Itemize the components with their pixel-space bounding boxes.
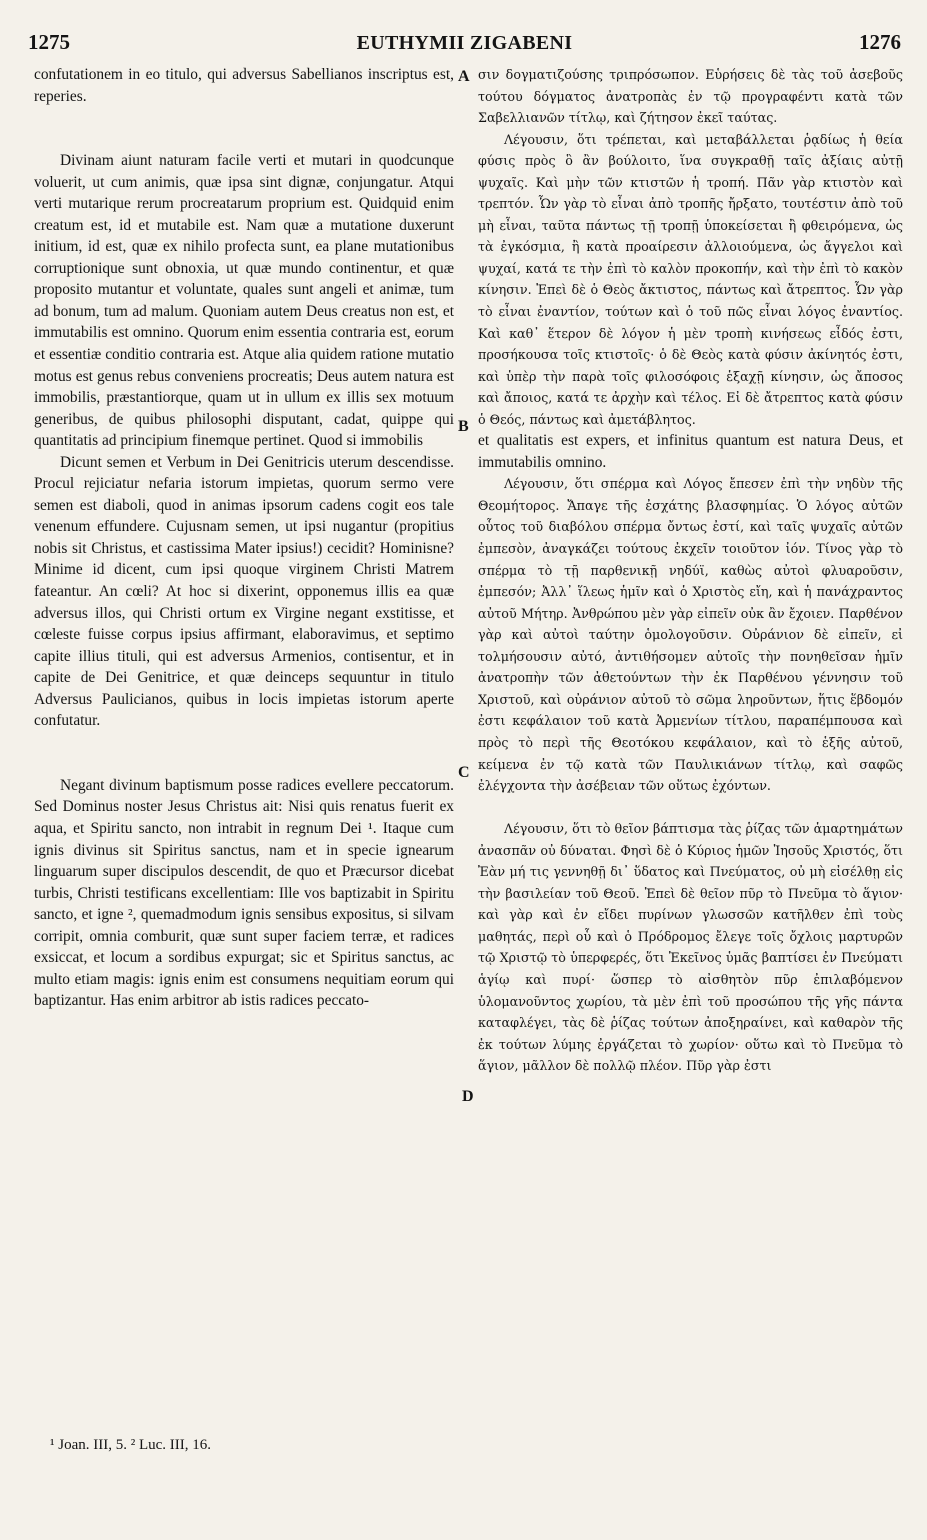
page-number-right: 1276: [859, 30, 901, 54]
latin-paragraph-1: confutationem in eo titulo, qui adversus Sabellianos inscriptus est, reperies.: [34, 66, 454, 105]
running-title: EUTHYMII ZIGABENI: [356, 32, 573, 54]
latin-column: [34, 64, 454, 1424]
greek-column: [478, 64, 903, 1424]
margin-letter-c: C: [458, 764, 470, 781]
margin-letter-b: B: [458, 418, 469, 435]
latin-paragraph-3: Dicunt semen et Verbum in Dei Genitricis uterum descendisse. Procul rejiciatur nefaria istorum impietas, quorum sermo vere semen est diaboli, quod in animas ipsorum cadens cogit eos tale venenum effundere. Cujusnam semen, ut ipsi nugantur (propitius nobis sit Christus, et castissima Mater ipsius!) cecidit? Hominisne? Minime id dicent, cum ipsi quoque virginem Christi Matrem fateantur. An cœli? At hoc si dixerint, opponemus illis ea quæ adversus illos, qui Christi ortum ex Virgine negant exstitisse, et cœleste fuisse corpus ipsius affirmant, elaboravimus, et septimo capite illius tituli, qui est adversus Armenios, contisentur, et in capite de Dei Genitrice, et quæ deinceps sequuntur in titulo Adversus Paulicianos, quibus in locis impietas istorum aperte confutatur.: [34, 453, 454, 730]
page-number-left: 1275: [28, 30, 70, 54]
latin-paragraph-2: Divinam aiunt naturam facile verti et mutari in quodcunque voluerit, ut cum animis, quæ ipsa sint dignæ, conjungatur. Atqui verti mutarique rerum procreatarum proprium est. Quidquid enim creatum est, id et mutabile est. Nam quæ a mutatione duxerunt initium, id est, quæ ex nihilo profecta sunt, ea plane mutationibus corruptionique sunt obnoxia, ut quæ mundo continentur, et quæ proposito mutantur et voluntate, quales sunt angeli et animæ, tum ad bonum, tum ad malum. Quoniam autem Deus creatus non est, et immutabilis est omnino. Quorum enim essentia contraria est, eorum et essentiæ conditio contraria est. Atque alia quidem ratione mutatio motus est genus rebus conveniens procreatis; Deus autem natura est immobilis, præstantiorque, quam ut in ullum ex illis sex motuum generibus, de quibus philosophi disputant, cadat, quippe qui quantitatis ad principium finemque pertinet. Quod si immobilis: [34, 152, 454, 450]
latin-paragraph-2-continued: et qualitatis est expers, et infinitus quantum est natura Deus, et immutabilis omnino.: [478, 432, 903, 471]
greek-paragraph-1: σιν δογματιζούσης τριπρόσωπον. Εὑρήσεις δὲ τὰς τοῦ ἀσεβοῦς τούτου δόγματος ἀνατροπὰς ἐν τῷ προγραφέντι κατὰ τῶν Σαβελλιανῶν τίτλῳ, καὶ ζήτησον ἐκεῖ ταύτας.: [478, 67, 903, 126]
footnotes: ¹ Joan. III, 5. ² Luc. III, 16.: [50, 1437, 212, 1453]
greek-paragraph-4: Λέγουσιν, ὅτι τὸ θεῖον βάπτισμα τὰς ῥίζας τῶν ἁμαρτημάτων ἀνασπᾶν οὐ δύναται. Φησὶ δὲ ὁ Κύριος ἡμῶν Ἰησοῦς Χριστός, ὅτι Ἐὰν μή τις γεννηθῇ δι᾽ ὕδατος καὶ Πνεύματος, οὐ μὴ εἰσέλθῃ εἰς τὴν βασιλείαν τοῦ Θεοῦ. Ἐπεὶ δὲ θεῖον πῦρ τὸ Πνεῦμα τὸ ἅγιον· καὶ γὰρ καὶ ἐν εἴδει πυρίνων γλωσσῶν κατῆλθεν ἐπὶ τοὺς μαθητάς, περὶ οὗ καὶ ὁ Πρόδρομος ἔλεγε τοῖς ὄχλοις μαρτυρῶν τῷ Χριστῷ τὸ ὑπερφερές, ὅτι Ἐκεῖνος ὑμᾶς βαπτίσει ἐν Πνεύματι ἁγίῳ καὶ πυρί· ὥσπερ τὸ αἰσθητὸν πῦρ ἐπιλαβόμενον ὑλομανοῦντος χωρίου, τὰ μὲν ἐπὶ τοῦ προσώπου τῆς γῆς πάντα καταφλέγει, τὰς δὲ ῥίζας τούτων ἀποξηραίνει, καὶ καθαρὸν τῆς ἐκ τούτων λύμης ἐργάζεται τὸ χωρίον· οὕτω καὶ τὸ Πνεῦμα τὸ ἅγιον, μᾶλλον δὲ πολλῷ πλέον. Πῦρ γὰρ ἐστι: [478, 821, 903, 1074]
margin-letter-d: D: [462, 1088, 474, 1105]
page-header: [28, 30, 901, 62]
greek-paragraph-3: Λέγουσιν, ὅτι σπέρμα καὶ Λόγος ἔπεσεν ἐπὶ τὴν νηδὺν τῆς Θεομήτορος. Ἄπαγε τῆς ἐσχάτης βλασφημίας. Ὁ λόγος αὐτῶν οὗτος τοῦ διαβόλου σπέρμα ὄντως ἐστί, καὶ ταῖς ψυχαῖς αὐτῶν ἐμπεσὸν, ἀναγκάζει τούτους ἐκχεῖν τοιοῦτον ἰόν. Τίνος γὰρ τὸ σπέρμα τὸ τῇ παρθενικῇ νηδύϊ, καθὼς αὐτοὶ φλυαροῦσιν, ἐμπεσόν; Ἀλλ᾽ ἵλεως ἡμῖν καὶ ὁ Χριστὸς εἴη, καὶ ἡ πανάχραντος αὐτοῦ Μήτηρ. Ἀνθρώπου μὲν γὰρ εἰπεῖν οὐκ ἂν ἔχοιεν. Παρθένον γὰρ καὶ αὐτοὶ ταύτην ὁμολογοῦσιν. Οὐράνιον δὲ εἰπεῖν, εἰ τολμήσουσιν αὐτό, ἀντιθήσομεν αὐτοῖς τὴν πονηθεῖσαν ἡμῖν ἀνατροπὴν τῶν ἀθετούντων τὴν ἐκ Παρθένου γέννησιν τοῦ Χριστοῦ, καὶ οὐράνιον αὐτοῦ τὸ σῶμα ληροῦντων, ἥτις ἕβδομόν ἐστι κεφάλαιον τοῦ κατὰ Ἀρμενίων τίτλου, παραπέμπουσα καὶ πρὸς τὸ περὶ τῆς Θεοτόκου κεφάλαιον, καὶ τὸ ἑξῆς αὐτοῦ, κείμενα ἐν τῷ κατὰ τῶν Παυλικιάνων τίτλῳ, καὶ σαφῶς ἐλέγχοντα τὴν ἀσέβειαν τῶν οὕτως ἐχόντων.: [478, 476, 903, 794]
greek-paragraph-2: Λέγουσιν, ὅτι τρέπεται, καὶ μεταβάλλεται ῥᾳδίως ἡ θεία φύσις πρὸς ὃ ἂν βούλοιτο, ἵνα συγκραθῇ ταῖς ἀξίαις αὐτῇ ψυχαῖς. Καὶ μὴν τῶν κτιστῶν ἡ τροπή. Πᾶν γὰρ κτιστὸν καὶ τρεπτόν. Ὧν γὰρ τὸ εἶναι ἀπὸ τροπῆς ἤρξατο, τουτέστιν ἀπὸ τοῦ μὴ εἶναι, ταῦτα πάντως τῇ τροπῇ ὑποκείσεται ἢ φθειρόμενα, ὡς τὰ ἐγκόσμια, ἢ κατὰ προαίρεσιν ἀλλοιούμενα, ὡς ἄγγελοι καὶ ψυχαί, κατά τε τὴν ἐπὶ τὸ καλὸν προκοπήν, καὶ τὴν ἐπὶ τὸ κακὸν κίνησιν. Ἐπεὶ δὲ ὁ Θεὸς ἄκτιστος, πάντως καὶ ἄτρεπτος. Ὧν γὰρ τὸ εἶναι ἐναντίον, τούτων καὶ ὁ τοῦ πῶς εἶναι λόγος ἐναντίος. Καὶ καθ᾽ ἕτερον δὲ λόγον ἡ μὲν τροπὴ κινήσεως εἶδός ἐστι, προσήκουσα τοῖς κτιστοῖς· ὁ δὲ Θεὸς κατὰ φύσιν ἀκίνητός ἐστι, καὶ ὑπὲρ τὴν παρὰ τοῖς φιλοσόφοις ἑξαχῇ κίνησιν, ὡς ἄποσος καὶ ἄποιος, κατά τε ἀρχὴν καὶ τέλος. Εἰ δὲ ἄτρεπτος κατὰ φύσιν ὁ Θεός, πάντως καὶ ἀμετάβλητος.: [478, 131, 903, 427]
margin-letter-a: A: [458, 68, 470, 85]
latin-paragraph-4: Negant divinum baptismum posse radices evellere peccatorum. Sed Dominus noster Jesus Christus ait: Nisi quis renatus fuerit ex aqua, et Spiritu sancto, non intrabit in regnum Dei ¹. Itaque cum ignis divinus sit Spiritus sanctus, nam et in specie ignearum linguarum super discipulos descendit, de quo et Præcursor dicebat turbis, Christi testificans excellentiam: Ille vos baptizabit in Spiritu sancto, et igne ², quemadmodum ignis sensibus expositus, si silvam corripit, omnia comburit, quæ sunt super faciem terræ, et radices exsiccat, et locum a sordibus expurgat; sic et Spiritus sanctus, ac multo etiam magis: ignis enim est consumens nequitiam eorum qui baptizantur. Has enim arbitror ab istis radices peccato-: [34, 776, 454, 1010]
